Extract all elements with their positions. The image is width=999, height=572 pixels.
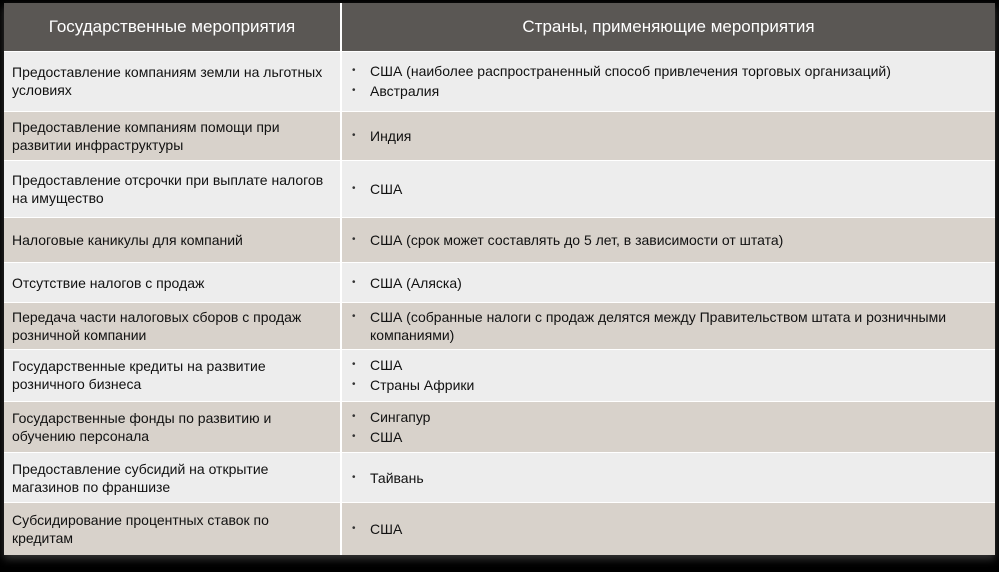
country-text: США bbox=[370, 357, 403, 374]
list-item bbox=[352, 469, 987, 487]
countries-cell bbox=[341, 111, 995, 161]
countries-list bbox=[352, 520, 987, 538]
country-text: США bbox=[370, 520, 403, 537]
countries-cell bbox=[341, 52, 995, 112]
bullet-dot-icon: • bbox=[352, 130, 356, 142]
country-text: США (Аляска) bbox=[370, 274, 462, 291]
countries-cell bbox=[341, 350, 995, 402]
countries-list bbox=[352, 180, 987, 198]
countries-list bbox=[352, 274, 987, 292]
table-row bbox=[4, 52, 995, 112]
countries-list bbox=[352, 127, 987, 145]
list-item bbox=[352, 127, 987, 145]
countries-cell bbox=[341, 453, 995, 503]
measure-cell: Предоставление отсрочки при выплате налогов на имущество bbox=[4, 161, 341, 218]
list-item bbox=[352, 274, 987, 292]
header-measures: Государственные мероприятия bbox=[4, 3, 341, 52]
list-item bbox=[352, 428, 987, 446]
countries-cell bbox=[341, 161, 995, 218]
measure-cell: Отсутствие налогов с продаж bbox=[4, 263, 341, 302]
country-text: США (наиболее распространенный способ привлечения торговых организаций) bbox=[370, 63, 891, 80]
list-item bbox=[352, 180, 987, 198]
measures-table-container bbox=[4, 3, 995, 555]
country-text: США (срок может составлять до 5 лет, в зависимости от штата) bbox=[370, 232, 784, 249]
country-text: Тайвань bbox=[370, 469, 424, 486]
countries-list bbox=[352, 356, 987, 394]
header-countries: Страны, применяющие мероприятия bbox=[341, 3, 995, 52]
list-item bbox=[352, 408, 987, 426]
countries-list bbox=[352, 231, 987, 249]
list-item bbox=[352, 376, 987, 394]
countries-cell bbox=[341, 401, 995, 453]
country-text: Сингапур bbox=[370, 408, 431, 425]
measure-cell: Предоставление субсидий на открытие магазинов по франшизе bbox=[4, 453, 341, 503]
countries-list bbox=[352, 308, 987, 344]
countries-list bbox=[352, 62, 987, 100]
table-row bbox=[4, 111, 995, 161]
list-item bbox=[352, 62, 987, 80]
bullet-dot-icon: • bbox=[352, 522, 356, 534]
list-item bbox=[352, 82, 987, 100]
list-item bbox=[352, 356, 987, 374]
table-row bbox=[4, 263, 995, 302]
table-row bbox=[4, 161, 995, 218]
bullet-dot-icon: • bbox=[352, 379, 356, 391]
bullet-dot-icon: • bbox=[352, 410, 356, 422]
measure-cell: Предоставление компаниям помощи при развитии инфраструктуры bbox=[4, 111, 341, 161]
measure-cell: Передача части налоговых сборов с продаж розничной компании bbox=[4, 302, 341, 349]
table-row bbox=[4, 302, 995, 349]
bullet-dot-icon: • bbox=[352, 359, 356, 371]
countries-cell bbox=[341, 502, 995, 555]
countries-list bbox=[352, 469, 987, 487]
bullet-dot-icon: • bbox=[352, 471, 356, 483]
countries-list bbox=[352, 408, 987, 446]
list-item bbox=[352, 308, 987, 344]
measure-cell: Предоставление компаниям земли на льготных условиях bbox=[4, 52, 341, 112]
bullet-dot-icon: • bbox=[352, 276, 356, 288]
bullet-dot-icon: • bbox=[352, 183, 356, 195]
countries-cell bbox=[341, 218, 995, 263]
table-row bbox=[4, 502, 995, 555]
country-text: США bbox=[370, 428, 403, 445]
measure-cell: Государственные фонды по развитию и обучению персонала bbox=[4, 401, 341, 453]
table-row bbox=[4, 453, 995, 503]
country-text: Индия bbox=[370, 128, 412, 145]
countries-cell bbox=[341, 263, 995, 302]
table-row bbox=[4, 218, 995, 263]
measure-cell: Налоговые каникулы для компаний bbox=[4, 218, 341, 263]
country-text: США (собранные налоги с продаж делятся между Правительством штата и розничными компаниями) bbox=[370, 308, 947, 343]
measures-table bbox=[4, 3, 995, 555]
bullet-dot-icon: • bbox=[352, 234, 356, 246]
list-item bbox=[352, 520, 987, 538]
header-row bbox=[4, 3, 995, 52]
bullet-dot-icon: • bbox=[352, 65, 356, 77]
country-text: США bbox=[370, 181, 403, 198]
bullet-dot-icon: • bbox=[352, 310, 356, 322]
country-text: Австралия bbox=[370, 83, 440, 100]
bullet-dot-icon: • bbox=[352, 85, 356, 97]
measure-cell: Государственные кредиты на развитие розничного бизнеса bbox=[4, 350, 341, 402]
bullet-dot-icon: • bbox=[352, 430, 356, 442]
table-row bbox=[4, 401, 995, 453]
country-text: Страны Африки bbox=[370, 377, 475, 394]
measure-cell: Субсидирование процентных ставок по кредитам bbox=[4, 502, 341, 555]
countries-cell bbox=[341, 302, 995, 349]
table-row bbox=[4, 350, 995, 402]
list-item bbox=[352, 231, 987, 249]
